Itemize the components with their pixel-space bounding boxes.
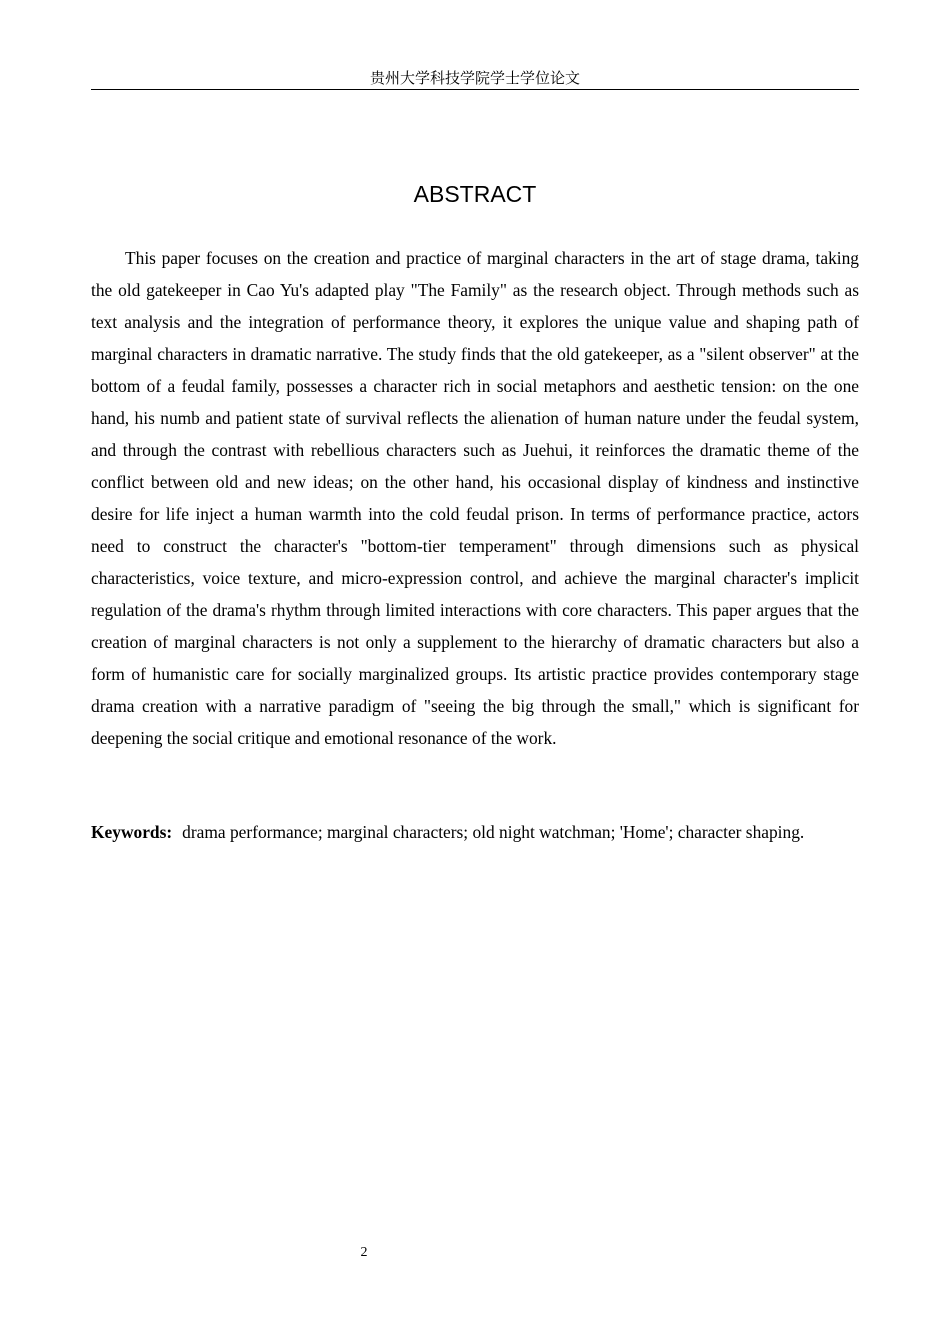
keywords-text: drama performance; marginal characters; old night watchman; 'Home'; character shaping. <box>182 822 805 842</box>
page-number: 2 <box>360 1245 368 1260</box>
running-header: 贵州大学科技学院学士学位论文 <box>91 68 859 90</box>
abstract-body: This paper focuses on the creation and practice of marginal characters in the art of stage drama, taking the old gatekeeper in Cao Yu's adapted play "The Family" as the research object. Through methods such as text analysis and the integration of performance theory, it explores the unique value and shaping path of marginal characters in dramatic narrative. The study finds that the old gatekeeper, as a "silent observer" at the bottom of a feudal family, possesses a character rich in social metaphors and aesthetic tension: on the one hand, his numb and patient state of survival reflects the alienation of human nature under the feudal system, and through the contrast with rebellious characters such as Juehui, it reinforces the dramatic theme of the conflict between old and new ideas; on the other hand, his occasional display of kindness and instinctive desire for life inject a human warmth into the cold feudal prison. In terms of performance practice, actors need to construct the character's "bottom-tier temperament" through dimensions such as physical characteristics, voice texture, and micro-expression control, and achieve the marginal character's implicit regulation of the drama's rhythm through limited interactions with core characters. This paper argues that the creation of marginal characters is not only a supplement to the hierarchy of dramatic characters but also a form of humanistic care for socially marginalized groups. Its artistic practice provides contemporary stage drama creation with a narrative paradigm of "seeing the big through the small," which is significant for deepening the social critique and emotional resonance of the work. <box>91 248 859 748</box>
keywords-label: Keywords: <box>91 822 173 842</box>
keywords-paragraph <box>91 816 859 848</box>
abstract-title: ABSTRACT <box>413 181 537 207</box>
